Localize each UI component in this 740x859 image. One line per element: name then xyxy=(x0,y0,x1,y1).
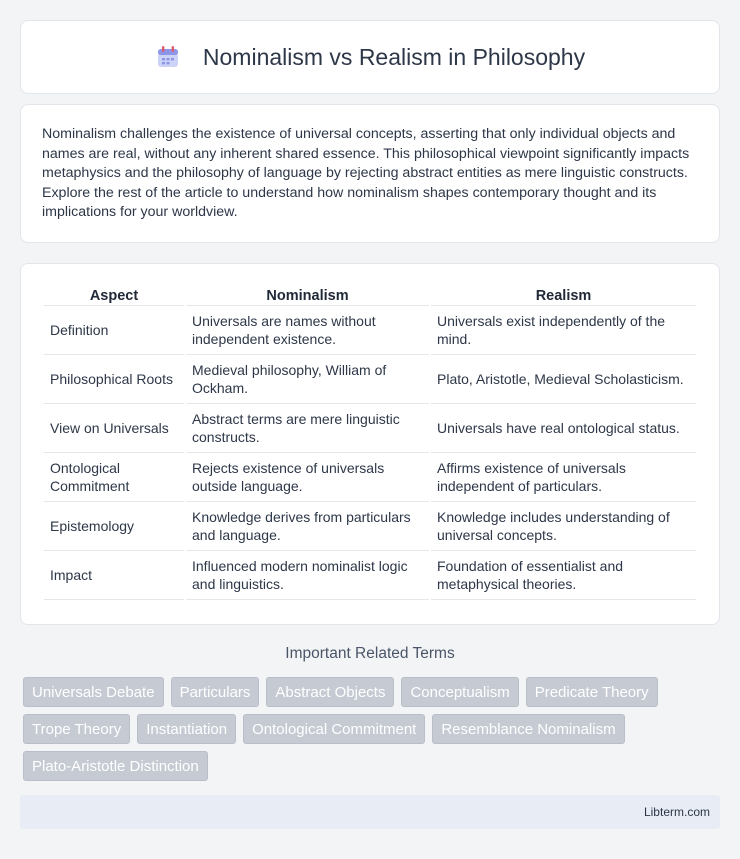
cell-aspect: View on Universals xyxy=(44,404,184,453)
tag-particulars[interactable]: Particulars xyxy=(171,677,260,707)
tag-abstract-objects[interactable]: Abstract Objects xyxy=(266,677,394,707)
related-terms-list xyxy=(23,677,723,781)
cell-nominalism: Knowledge derives from particulars and language. xyxy=(186,502,429,551)
cell-realism: Plato, Aristotle, Medieval Scholasticism. xyxy=(431,355,696,404)
table-row xyxy=(44,306,696,355)
cell-aspect: Epistemology xyxy=(44,502,184,551)
cell-nominalism: Universals are names without independent existence. xyxy=(186,306,429,355)
related-terms-title: Important Related Terms xyxy=(285,645,455,662)
table-row xyxy=(44,404,696,453)
table-header-row xyxy=(44,286,696,306)
table-row xyxy=(44,551,696,600)
header-aspect: Aspect xyxy=(44,286,184,306)
cell-aspect: Impact xyxy=(44,551,184,600)
tag-conceptualism[interactable]: Conceptualism xyxy=(401,677,518,707)
page-title: Nominalism vs Realism in Philosophy xyxy=(202,43,586,70)
cell-aspect: Philosophical Roots xyxy=(44,355,184,404)
cell-realism: Universals have real ontological status. xyxy=(431,404,696,453)
tag-predicate-theory[interactable]: Predicate Theory xyxy=(526,677,658,707)
cell-aspect: Definition xyxy=(44,306,184,355)
cell-realism: Knowledge includes understanding of universal concepts. xyxy=(431,502,696,551)
intro-card xyxy=(20,104,720,243)
tag-resemblance-nominalism[interactable]: Resemblance Nominalism xyxy=(432,714,624,744)
tag-instantiation[interactable]: Instantiation xyxy=(137,714,236,744)
header-realism: Realism xyxy=(431,286,696,306)
comparison-table xyxy=(42,286,698,600)
tag-universals-debate[interactable]: Universals Debate xyxy=(23,677,164,707)
tag-plato-aristotle-distinction[interactable]: Plato-Aristotle Distinction xyxy=(23,751,208,781)
tag-ontological-commitment[interactable]: Ontological Commitment xyxy=(243,714,425,744)
cell-realism: Affirms existence of universals independent of particulars. xyxy=(431,453,696,502)
cell-aspect: Ontological Commitment xyxy=(44,453,184,502)
calendar-icon xyxy=(155,44,181,70)
cell-realism: Universals exist independently of the mind. xyxy=(431,306,696,355)
intro-text: Nominalism challenges the existence of universal concepts, asserting that only individual objects and names are real, without any inherent shared essence. This philosophical viewpoint significantly impacts metaphysics and the philosophy of language by rejecting abstract entities as mere linguistic constructs. Explore the rest of the article to understand how nominalism shapes contemporary thought and its implications for your worldview. xyxy=(42,126,690,220)
footer xyxy=(20,795,720,829)
table-row xyxy=(44,502,696,551)
cell-realism: Foundation of essentialist and metaphysical theories. xyxy=(431,551,696,600)
comparison-card xyxy=(20,263,720,625)
footer-site-link[interactable]: Libterm.com xyxy=(643,805,710,819)
cell-nominalism: Abstract terms are mere linguistic constructs. xyxy=(186,404,429,453)
cell-nominalism: Influenced modern nominalist logic and linguistics. xyxy=(186,551,429,600)
table-row xyxy=(44,355,696,404)
cell-nominalism: Medieval philosophy, William of Ockham. xyxy=(186,355,429,404)
table-row xyxy=(44,453,696,502)
header-nominalism: Nominalism xyxy=(186,286,429,306)
header-card xyxy=(20,20,720,94)
cell-nominalism: Rejects existence of universals outside language. xyxy=(186,453,429,502)
tag-trope-theory[interactable]: Trope Theory xyxy=(23,714,130,744)
